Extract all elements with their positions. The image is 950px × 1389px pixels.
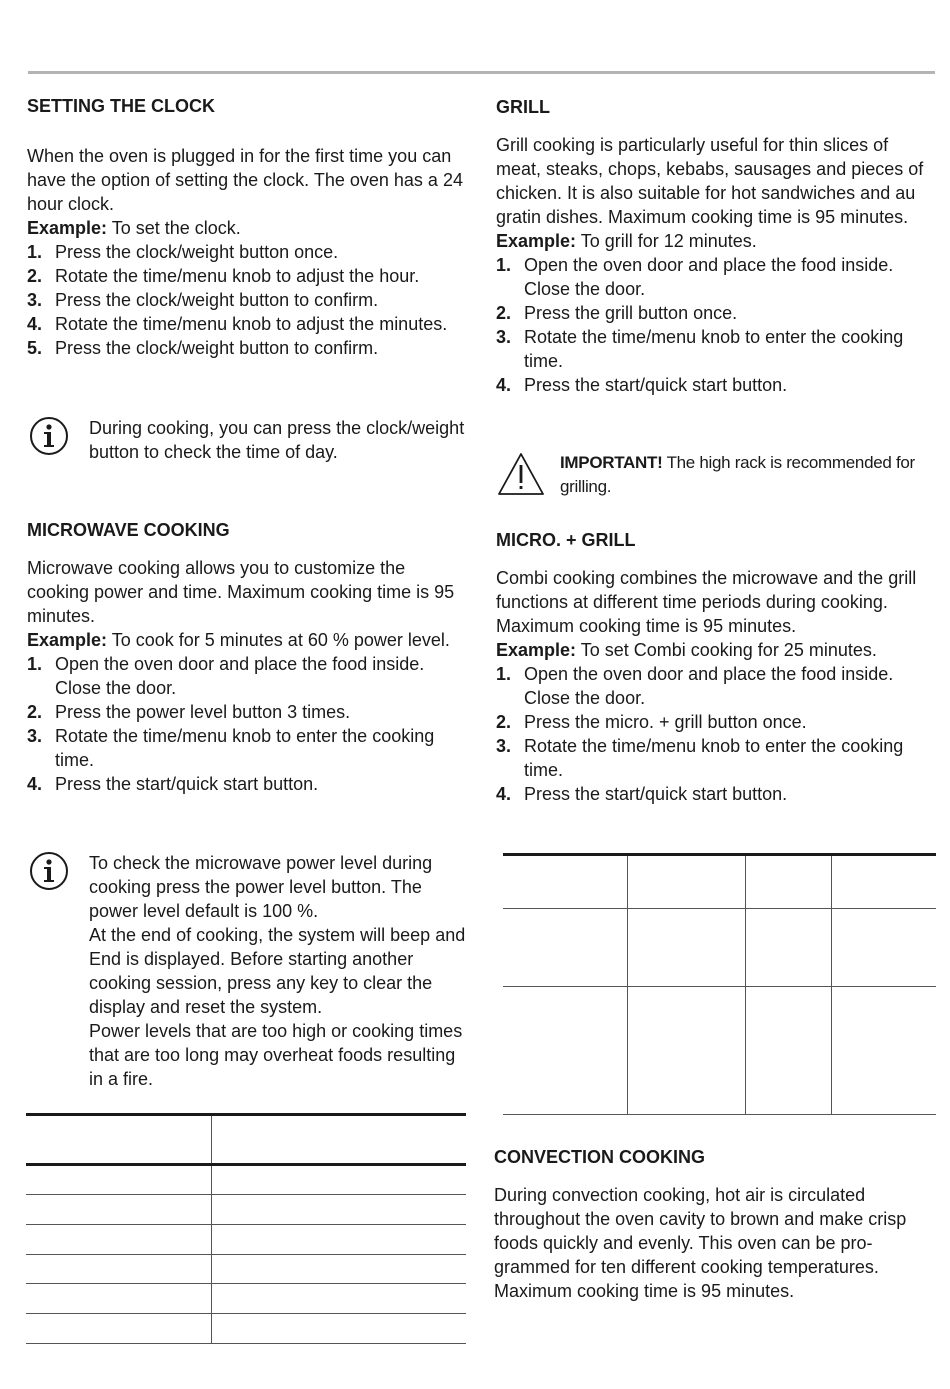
grill-steps <box>496 253 936 397</box>
step-number: 1. <box>496 664 512 684</box>
step-number: 2. <box>27 702 43 722</box>
table-cell <box>26 1225 212 1255</box>
table-row <box>26 1255 466 1284</box>
list-item <box>27 288 469 312</box>
step-text: Press the micro. + grill button once. <box>524 712 807 732</box>
step-text: Rotate the time/menu knob to enter the cooking time. <box>524 736 904 780</box>
microwave-example-label: Example: <box>27 630 108 650</box>
clock-info-note <box>27 416 469 464</box>
clock-section <box>27 144 469 360</box>
table-cell <box>26 1165 212 1195</box>
table-cell <box>26 1255 212 1284</box>
grill-section <box>496 133 936 397</box>
step-number: 3. <box>27 290 43 310</box>
step-number: 4. <box>496 784 512 804</box>
microwave-example-text: To cook for 5 minutes at 60 % power level. <box>107 630 450 650</box>
table-cell <box>212 1255 467 1284</box>
step-text: Rotate the time/menu knob to enter the cooking time. <box>524 327 904 371</box>
warning-message: The high rack is recommended for grilling. <box>560 453 915 496</box>
step-number: 4. <box>496 375 512 395</box>
info-icon <box>29 851 69 891</box>
power-level-table <box>26 1113 466 1344</box>
table-cell <box>212 1165 467 1195</box>
microwave-steps <box>27 652 469 796</box>
step-text: Press the clock/weight button to confirm. <box>55 290 379 310</box>
table-row <box>26 1314 466 1344</box>
table-cell <box>628 855 746 909</box>
table-cell <box>26 1115 212 1165</box>
clock-example-text: To set the clock. <box>107 218 241 238</box>
grill-example-label: Example: <box>496 231 577 251</box>
step-text: Press the start/quick start button. <box>524 375 788 395</box>
combi-section <box>496 566 936 806</box>
table-cell <box>503 987 628 1115</box>
convection-intro: During convection cooking, hot air is circulated throughout the oven cavity to brown and make crisp foods quickly and evenly. This oven can be pro-grammed for ten different cooking temperatures. Maximum cooking time is 95 minutes. <box>494 1185 907 1301</box>
table-cell <box>832 855 937 909</box>
step-text: Rotate the time/menu knob to enter the cooking time. <box>55 726 435 770</box>
list-item <box>27 240 469 264</box>
table-cell <box>832 909 937 987</box>
step-text: Press the start/quick start button. <box>55 774 319 794</box>
top-rule <box>28 71 935 74</box>
table-cell <box>26 1284 212 1314</box>
info-icon <box>29 416 69 456</box>
step-text: Press the start/quick start button. <box>524 784 788 804</box>
step-number: 2. <box>27 266 43 286</box>
note-paragraph: At the end of cooking, the system will beep and End is displayed. Before starting another cooking session, press any key to clear the display and reset the system. <box>89 925 466 1017</box>
list-item <box>27 700 469 724</box>
grill-heading: GRILL <box>496 97 550 117</box>
note-paragraph: Power levels that are too high or cooking times that are too long may overheat foods resulting in a fire. <box>89 1021 463 1089</box>
list-item <box>27 772 469 796</box>
microwave-heading: MICROWAVE COOKING <box>27 520 230 540</box>
list-item <box>27 264 469 288</box>
table-cell <box>503 855 628 909</box>
clock-steps <box>27 240 469 360</box>
table-header-row <box>26 1115 466 1165</box>
table-cell <box>503 909 628 987</box>
microwave-intro: Microwave cooking allows you to customize the cooking power and time. Maximum cooking time is 95 minutes. <box>27 558 455 626</box>
combi-intro: Combi cooking combines the microwave and the grill functions at different time periods during cooking. <box>496 568 917 612</box>
table-header-row <box>503 855 936 909</box>
step-number: 3. <box>496 736 512 756</box>
microwave-info-note <box>27 851 469 1091</box>
step-text: Open the oven door and place the food inside. Close the door. <box>524 664 894 708</box>
step-number: 2. <box>496 303 512 323</box>
convection-heading: CONVECTION COOKING <box>494 1147 706 1167</box>
list-item <box>496 710 936 734</box>
step-number: 4. <box>27 314 43 334</box>
table-row <box>26 1225 466 1255</box>
microwave-section <box>27 556 469 796</box>
step-text: Press the grill button once. <box>524 303 738 323</box>
combi-steps <box>496 662 936 806</box>
combi-max-time: Maximum cooking time is 95 minutes. <box>496 616 797 636</box>
warning-label: IMPORTANT! <box>560 453 663 472</box>
list-item <box>496 662 936 710</box>
table-cell <box>628 909 746 987</box>
step-number: 2. <box>496 712 512 732</box>
step-text: Press the clock/weight button to confirm. <box>55 338 379 358</box>
combi-example-text: To set Combi cooking for 25 minutes. <box>576 640 877 660</box>
step-number: 4. <box>27 774 43 794</box>
step-text: Press the clock/weight button once. <box>55 242 339 262</box>
table-cell <box>746 987 832 1115</box>
combi-example <box>496 638 936 662</box>
list-item <box>27 724 469 772</box>
table-cell <box>212 1115 467 1165</box>
list-item <box>496 325 936 373</box>
step-number: 5. <box>27 338 43 358</box>
table-row <box>503 909 936 987</box>
list-item <box>27 336 469 360</box>
grill-example-text: To grill for 12 minutes. <box>576 231 757 251</box>
table-cell <box>212 1284 467 1314</box>
list-item <box>27 652 469 700</box>
combi-example-label: Example: <box>496 640 577 660</box>
clock-example-label: Example: <box>27 218 108 238</box>
list-item <box>27 312 469 336</box>
step-text: Open the oven door and place the food inside. Close the door. <box>524 255 894 299</box>
note-paragraph: To check the microwave power level during cooking press the power level button. The power level default is 100 %. <box>89 853 433 921</box>
clock-heading: SETTING THE CLOCK <box>27 96 215 116</box>
clock-intro: When the oven is plugged in for the first time you can have the option of setting the clock. The oven has a 24 hour clock. <box>27 146 463 214</box>
grill-warning-note <box>496 451 936 499</box>
clock-example <box>27 216 469 240</box>
step-number: 1. <box>27 242 43 262</box>
microwave-example <box>27 628 469 652</box>
microwave-note-text <box>89 851 469 1091</box>
list-item <box>496 253 936 301</box>
step-text: Rotate the time/menu knob to adjust the minutes. <box>55 314 448 334</box>
grill-example <box>496 229 936 253</box>
combi-heading: MICRO. + GRILL <box>496 530 636 550</box>
list-item <box>496 734 936 782</box>
table-cell <box>746 909 832 987</box>
warning-text <box>560 451 936 499</box>
table-cell <box>212 1225 467 1255</box>
step-number: 3. <box>496 327 512 347</box>
step-text: Press the power level button 3 times. <box>55 702 351 722</box>
table-cell <box>832 987 937 1115</box>
table-row <box>26 1284 466 1314</box>
step-number: 1. <box>27 654 43 674</box>
step-number: 1. <box>496 255 512 275</box>
table-cell <box>746 855 832 909</box>
step-number: 3. <box>27 726 43 746</box>
warning-icon <box>497 452 545 496</box>
table-row <box>26 1165 466 1195</box>
step-text: Rotate the time/menu knob to adjust the hour. <box>55 266 420 286</box>
table-cell <box>26 1314 212 1344</box>
clock-note-text: During cooking, you can press the clock/weight button to check the time of day. <box>89 418 465 462</box>
combi-table <box>503 853 936 1115</box>
table-row <box>503 987 936 1115</box>
list-item <box>496 373 936 397</box>
list-item <box>496 782 936 806</box>
table-cell <box>212 1195 467 1225</box>
grill-intro: Grill cooking is particularly useful for thin slices of meat, steaks, chops, kebabs, sausages and pieces of chicken. It is also suitable for hot sandwiches and au gratin dishes. Maximum cooking time is 95 minutes. <box>496 135 924 227</box>
list-item <box>496 301 936 325</box>
table-cell <box>628 987 746 1115</box>
table-cell <box>26 1195 212 1225</box>
table-cell <box>212 1314 467 1344</box>
step-text: Open the oven door and place the food inside. Close the door. <box>55 654 425 698</box>
table-row <box>26 1195 466 1225</box>
